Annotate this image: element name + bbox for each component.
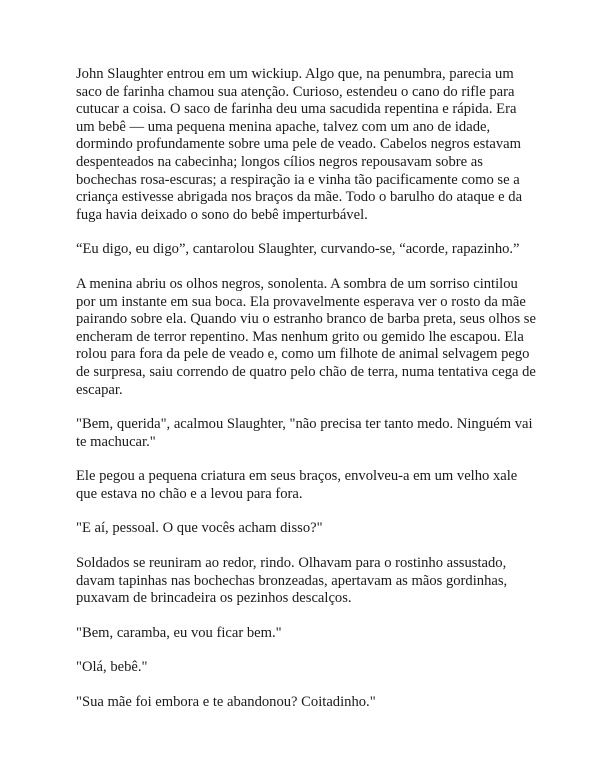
paragraph-mother-gone: "Sua mãe foi embora e te abandonou? Coitadinho." [76, 694, 376, 711]
paragraph-what-think: "E aí, pessoal. O que vocês acham disso?" [76, 520, 323, 537]
paragraph-ill-be-fine: "Bem, caramba, eu vou ficar bem." [76, 624, 282, 641]
paragraph-wickiup-discovery: John Slaughter entrou em um wickiup. Algo que, na penumbra, parecia um saco de farinha chamou sua atenção. Curioso, estendeu o cano do rifle para cutucar a coisa. O saco de farinha deu uma sacudida repentina e rápida. Era um bebê — uma pequena menina apache, talvez com um ano de idade, dormindo profundamente sobre uma pele de veado. Cabelos negros estavam despenteados na cabecinha; longos cílios negros repousavam sobre as bochechas rosa-escuras; a respiração ia e vinha tão pacificamente como se a criança estivesse abrigada nos braços da mãe. Todo o barulho do ataque e da fuga havia deixado o sono do bebê imperturbável. [76, 66, 523, 223]
paragraph-slaughter-calms: "Bem, querida", acalmou Slaughter, "não precisa ter tanto medo. Ninguém vai te machucar." [76, 416, 533, 450]
paragraph-hello-baby: "Olá, bebê." [76, 659, 148, 676]
document-page [76, 66, 538, 729]
paragraph-girl-wakes: A menina abriu os olhos negros, sonolenta. A sombra de um sorriso cintilou por um instante em sua boca. Ela provavelmente esperava ver o rosto da mãe pairando sobre ela. Quando viu o estranho branco de barba preta, seus olhos se encheram de terror repentino. Mas nenhum grito ou gemido lhe escapou. Ela rolou para fora da pele de veado e, como um filhote de animal selvagem pego de surpresa, saiu correndo de quatro pelo chão de terra, numa tentativa cega de escapar. [76, 275, 536, 398]
paragraph-carries-out: Ele pegou a pequena criatura em seus braços, envolveu-a em um velho xale que estava no chão e a levou para fora. [76, 468, 518, 502]
paragraph-soldiers-gather: Soldados se reuniram ao redor, rindo. Olhavam para o rostinho assustado, davam tapinhas nas bochechas bronzeadas, apertavam as mãos gordinhas, puxavam de brincadeira os pezinhos descalços. [76, 555, 508, 607]
paragraph-slaughter-sings: “Eu digo, eu digo”, cantarolou Slaughter, curvando-se, “acorde, rapazinho.” [76, 241, 520, 258]
